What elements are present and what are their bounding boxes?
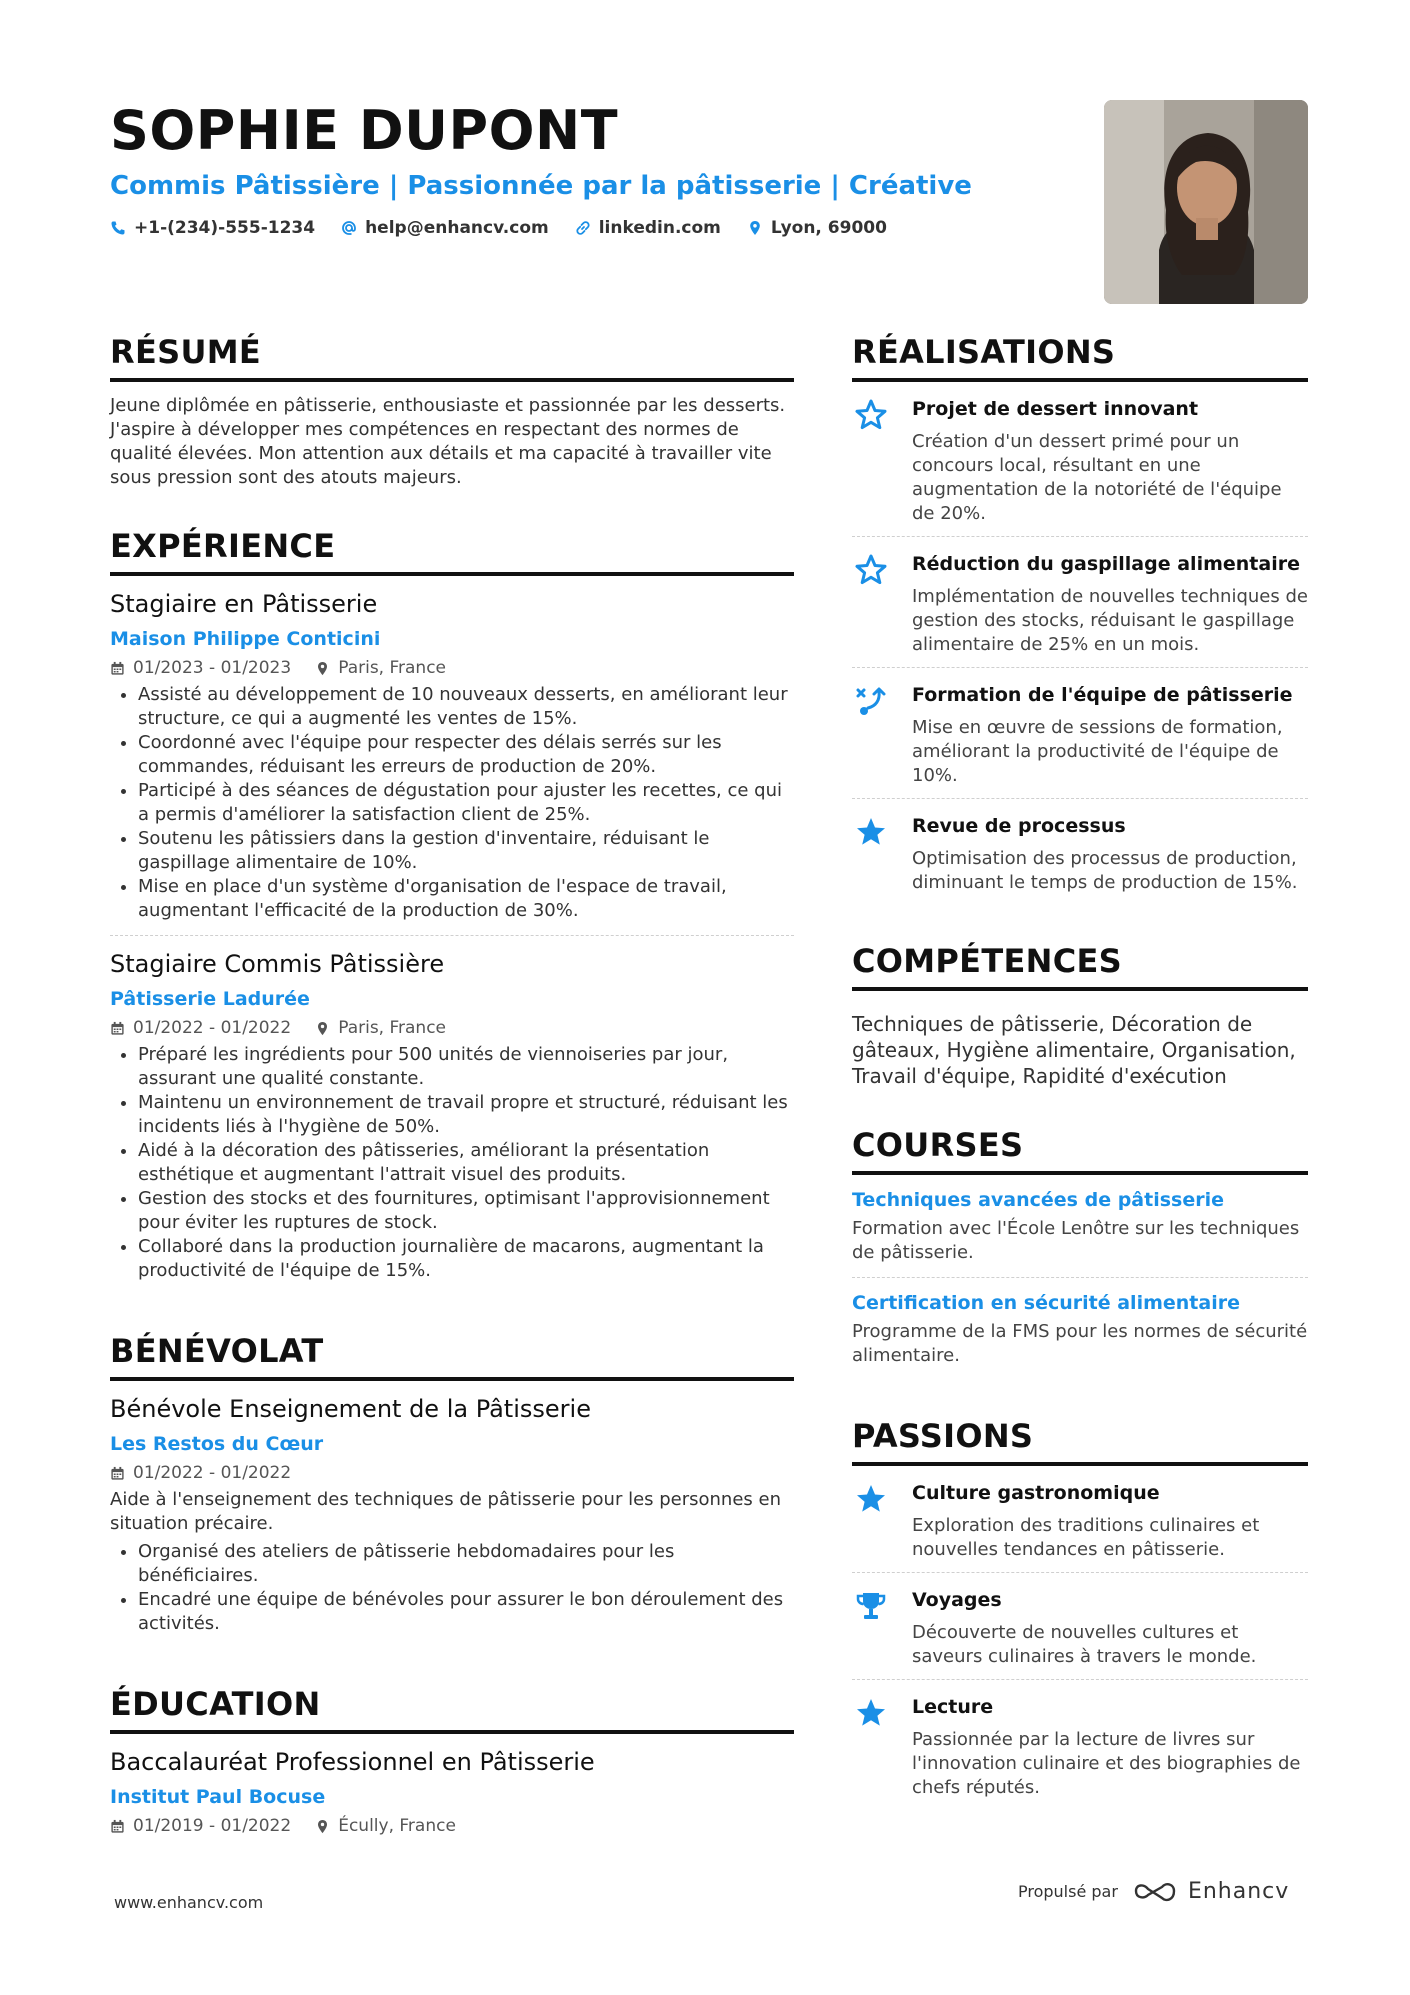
contact-phone [110, 218, 315, 238]
date-range [110, 657, 291, 679]
bullet-item: • Maintenu un environnement de travail propre et structuré, réduisant les incidents liés à l'hygiène de 50%. [138, 1091, 794, 1139]
bullet-list [110, 683, 794, 923]
phone-icon [110, 220, 126, 236]
portrait-image [1104, 100, 1308, 304]
date-text: 01/2023 - 01/2023 [133, 658, 292, 678]
contact-location [747, 218, 887, 238]
footer-website[interactable]: www.enhancv.com [114, 1893, 264, 1912]
contact-bar [110, 218, 1060, 238]
date-text: 01/2022 - 01/2022 [133, 1018, 292, 1038]
bullet-item: • Gestion des stocks et des fournitures, optimisant l'approvisionnement pour éviter les ruptures de stock. [138, 1187, 794, 1235]
location-text: Paris, France [338, 1018, 447, 1038]
calendar-icon [110, 661, 125, 676]
resume-header [110, 100, 1060, 238]
bullet-item: • Mise en place d'un système d'organisation de l'espace de travail, augmentant l'efficacité de la production de 30%. [138, 875, 794, 923]
summary-text: Jeune diplômée en pâtisserie, enthousiaste et passionnée par les desserts. J'aspire à développer mes compétences en respectant des normes de qualité élevées. Mon attention aux détails et ma capacité à travailler vite sous pression sont des atouts majeurs. [110, 395, 786, 488]
bullet-list [110, 1043, 794, 1283]
footer-branding [1018, 1878, 1289, 1904]
achievement-item [852, 799, 1308, 905]
volunteer-description: Aide à l'enseignement des techniques de pâtisserie pour les personnes en situation précaire. [110, 1489, 782, 1534]
achievement-content [912, 551, 1308, 657]
powered-by-text: Propulsé par [1018, 1881, 1118, 1901]
date-text: 01/2022 - 01/2022 [133, 1463, 292, 1483]
course-desc: Programme de la FMS pour les normes de sécurité alimentaire. [852, 1321, 1308, 1366]
achievement-desc: Création d'un dessert primé pour un concours local, résultant en une augmentation de la notoriété de l'équipe de 20%. [912, 431, 1282, 524]
location-text: Écully, France [338, 1816, 456, 1836]
passions-section [852, 1414, 1308, 1810]
bullet-item: • Organisé des ateliers de pâtisserie hebdomadaires pour les bénéficiaires. [138, 1540, 794, 1588]
section-title-courses: COURSES [852, 1123, 1308, 1175]
location-pin-icon [315, 661, 330, 676]
brand-logo[interactable] [1132, 1878, 1289, 1904]
school-name: Institut Paul Bocuse [110, 1786, 326, 1808]
email-text: help@enhancv.com [365, 218, 549, 238]
experience-section [110, 524, 794, 1295]
job-location [315, 1017, 446, 1039]
bullet-item: • Aidé à la décoration des pâtisseries, améliorant la présentation esthétique et augmentant l'attrait visuel des produits. [138, 1139, 794, 1187]
entry-meta [110, 657, 794, 679]
contact-linkedin[interactable] [575, 218, 721, 238]
right-column [852, 330, 1308, 1844]
achievement-desc: Optimisation des processus de production, diminuant le temps de production de 15%. [912, 848, 1298, 893]
candidate-name: SOPHIE DUPONT [110, 99, 619, 162]
passion-item [852, 1573, 1308, 1680]
achievement-title: Projet de dessert innovant [912, 398, 1199, 420]
passion-content [912, 1694, 1308, 1800]
linkedin-text: linkedin.com [598, 218, 721, 238]
achievement-content [912, 396, 1308, 526]
star-icon [852, 1480, 890, 1562]
location-text: Paris, France [338, 658, 447, 678]
organization-name: Les Restos du Cœur [110, 1433, 324, 1455]
star-icon [852, 813, 890, 895]
headline: Commis Pâtissière | Passionnée par la pâtisserie | Créative [110, 171, 972, 201]
passion-title: Lecture [912, 1696, 994, 1718]
bullet-item: • Coordonné avec l'équipe pour respecter des délais serrés sur les commandes, réduisant les erreurs de production de 20%. [138, 731, 794, 779]
section-title-education: ÉDUCATION [110, 1682, 794, 1734]
passion-item [852, 1680, 1308, 1810]
passion-content [912, 1480, 1308, 1562]
location-pin-icon [315, 1021, 330, 1036]
course-title: Techniques avancées de pâtisserie [852, 1189, 1224, 1211]
section-title-achievements: RÉALISATIONS [852, 330, 1308, 382]
bullet-item: • Soutenu les pâtissiers dans la gestion d'inventaire, réduisant le gaspillage alimentaire de 10%. [138, 827, 794, 875]
passion-desc: Découverte de nouvelles cultures et saveurs culinaires à travers le monde. [912, 1622, 1257, 1667]
star-icon [852, 1694, 890, 1800]
job-location [315, 657, 446, 679]
achievement-desc: Mise en œuvre de sessions de formation, améliorant la productivité de l'équipe de 10%. [912, 717, 1283, 786]
achievement-title: Formation de l'équipe de pâtisserie [912, 684, 1293, 706]
experience-entry [110, 576, 794, 936]
left-column [110, 330, 794, 1883]
achievements-section [852, 330, 1308, 905]
date-text: 01/2019 - 01/2022 [133, 1816, 292, 1836]
volunteer-role: Bénévole Enseignement de la Pâtisserie [110, 1395, 591, 1423]
section-title-summary: RÉSUMÉ [110, 330, 794, 382]
achievement-desc: Implémentation de nouvelles techniques de gestion des stocks, réduisant le gaspillage alimentaire de 25% en un mois. [912, 586, 1308, 655]
volunteering-entry [110, 1381, 794, 1648]
passion-desc: Passionnée par la lecture de livres sur l'innovation culinaire et des biographies de chefs réputés. [912, 1729, 1301, 1798]
course-item [852, 1278, 1308, 1380]
brand-name: Enhancv [1187, 1878, 1290, 1904]
achievement-content [912, 813, 1308, 895]
entry-meta [110, 1462, 794, 1484]
course-title: Certification en sécurité alimentaire [852, 1292, 1240, 1314]
course-desc: Formation avec l'École Lenôtre sur les techniques de pâtisserie. [852, 1218, 1300, 1263]
job-title: Stagiaire Commis Pâtissière [110, 950, 445, 978]
company-name: Maison Philippe Conticini [110, 628, 381, 650]
enhancv-logo-icon [1132, 1878, 1178, 1904]
degree-name: Baccalauréat Professionnel en Pâtisserie [110, 1748, 595, 1776]
achievement-item [852, 382, 1308, 537]
phone-text: +1-(234)-555-1234 [134, 218, 316, 238]
calendar-icon [110, 1466, 125, 1481]
volunteering-section [110, 1329, 794, 1648]
achievement-item [852, 668, 1308, 799]
achievement-content [912, 682, 1308, 788]
section-title-experience: EXPÉRIENCE [110, 524, 794, 576]
trophy-icon [852, 1587, 890, 1669]
passion-desc: Exploration des traditions culinaires et nouvelles tendances en pâtisserie. [912, 1515, 1260, 1560]
entry-meta [110, 1815, 794, 1837]
location-pin-icon [747, 220, 763, 236]
date-range [110, 1815, 291, 1837]
education-section [110, 1682, 794, 1849]
passion-title: Culture gastronomique [912, 1482, 1160, 1504]
contact-email[interactable] [341, 218, 549, 238]
bullet-item: • Participé à des séances de dégustation pour ajuster les recettes, ce qui a permis d'améliorer la satisfaction client de 25%. [138, 779, 794, 827]
courses-section [852, 1123, 1308, 1380]
achievement-title: Réduction du gaspillage alimentaire [912, 553, 1300, 575]
bullet-list [110, 1540, 794, 1636]
date-range [110, 1462, 291, 1484]
location-text: Lyon, 69000 [770, 218, 887, 238]
at-icon [341, 220, 357, 236]
strategy-icon [852, 682, 890, 788]
job-title: Stagiaire en Pâtisserie [110, 590, 378, 618]
calendar-icon [110, 1819, 125, 1834]
experience-entry [110, 936, 794, 1295]
date-range [110, 1017, 291, 1039]
bullet-item: • Préparé les ingrédients pour 500 unités de viennoiseries par jour, assurant une qualité constante. [138, 1043, 794, 1091]
bullet-item: • Collaboré dans la production journalière de macarons, augmentant la productivité de l'équipe de 15%. [138, 1235, 794, 1283]
bullet-item: • Encadré une équipe de bénévoles pour assurer le bon déroulement des activités. [138, 1588, 794, 1636]
achievement-title: Revue de processus [912, 815, 1126, 837]
entry-meta [110, 1017, 794, 1039]
star-outline-icon [852, 396, 890, 526]
section-title-passions: PASSIONS [852, 1414, 1308, 1466]
profile-photo [1104, 100, 1308, 304]
skills-text: Techniques de pâtisserie, Décoration de gâteaux, Hygiène alimentaire, Organisation, Travail d'équipe, Rapidité d'exécution [852, 1012, 1296, 1088]
company-name: Pâtisserie Ladurée [110, 988, 310, 1010]
section-title-volunteering: BÉNÉVOLAT [110, 1329, 794, 1381]
section-title-skills: COMPÉTENCES [852, 939, 1308, 991]
summary-section [110, 330, 794, 490]
location-pin-icon [315, 1819, 330, 1834]
link-icon [575, 220, 591, 236]
star-outline-icon [852, 551, 890, 657]
calendar-icon [110, 1021, 125, 1036]
passion-content [912, 1587, 1308, 1669]
passion-title: Voyages [912, 1589, 1002, 1611]
skills-section [852, 939, 1308, 1089]
passion-item [852, 1466, 1308, 1573]
school-location [315, 1815, 456, 1837]
education-entry [110, 1734, 794, 1849]
course-item [852, 1175, 1308, 1278]
bullet-item: • Assisté au développement de 10 nouveaux desserts, en améliorant leur structure, ce qui a augmenté les ventes de 15%. [138, 683, 794, 731]
achievement-item [852, 537, 1308, 668]
